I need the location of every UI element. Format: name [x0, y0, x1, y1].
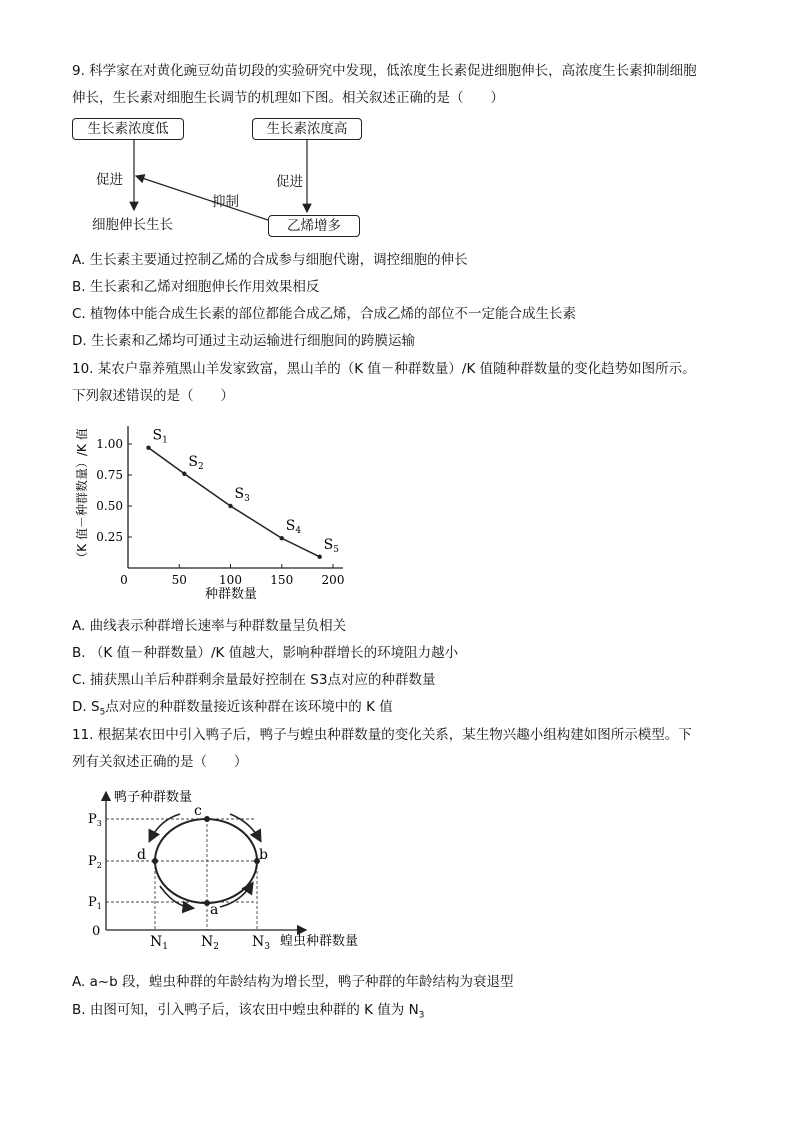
- q10-x-tick-label: 200: [321, 573, 345, 587]
- label-promote-left: 促进: [96, 172, 123, 188]
- box-auxin-low: 生长素浓度低: [72, 118, 184, 140]
- q11-origin: 0: [92, 924, 101, 939]
- q10-chart: [70, 418, 360, 610]
- q11-option-a: A. a~b 段，蝗虫种群的年龄结构为增长型，鸭子种群的年龄结构为衰退型: [72, 974, 514, 990]
- q9-option-c: C. 植物体中能合成生长素的部位都能合成乙烯，合成乙烯的部位不一定能合成生长素: [72, 306, 577, 322]
- q11-point-d: [152, 858, 158, 864]
- q11-label-b: b: [259, 847, 268, 863]
- q11-n3: $N_3$: [252, 934, 270, 952]
- q10-option-c: C. 捕获黑山羊后种群剩余量最好控制在 S3点对应的种群数量: [72, 672, 436, 688]
- q10-series-line: [149, 448, 320, 557]
- q9-option-a: A. 生长素主要通过控制乙烯的合成参与细胞代谢，调控细胞的伸长: [72, 252, 468, 268]
- q11-n1: $N_1$: [150, 934, 168, 952]
- q11-label-a: a: [210, 902, 219, 918]
- q11-y-axis-label: 鸭子种群数量: [114, 790, 193, 805]
- q11-label-c: c: [194, 803, 202, 819]
- q11-p1: $P_1$: [88, 895, 102, 911]
- q10-point-label-s4: $S_4$: [285, 518, 302, 537]
- box-auxin-high: 生长素浓度高: [252, 118, 362, 140]
- label-cell-growth: 细胞伸长生长: [92, 217, 173, 233]
- q9-option-d: D. 生长素和乙烯均可通过主动运输进行细胞间的跨膜运输: [72, 333, 415, 349]
- q11-label-d: d: [137, 847, 146, 863]
- label-inhibit: 抑制: [212, 194, 239, 210]
- q10-point-label-s5: $S_5$: [323, 536, 340, 555]
- q9-stem-line1: 9. 科学家在对黄化豌豆幼苗切段的实验研究中发现，低浓度生长素促进细胞伸长，高浓度生长素抑制细胞: [72, 63, 697, 79]
- q10-stem-line2: 下列叙述错误的是（ ）: [72, 388, 234, 404]
- q10-point-s5: [317, 555, 321, 559]
- q10-stem-line1: 10. 某农户靠养殖黑山羊发家致富，黑山羊的（K 值－种群数量）/K 值随种群数量的变化趋势如图所示。: [72, 361, 696, 377]
- q11-point-c: [204, 816, 210, 822]
- q10-y-tick-label: 0.25: [96, 530, 123, 544]
- q10-point-s1: [146, 446, 150, 450]
- q10-x-axis-label: 种群数量: [204, 587, 258, 602]
- q9-option-b: B. 生长素和乙烯对细胞伸长作用效果相反: [72, 279, 320, 295]
- q11-stem-line1: 11. 根据某农田中引入鸭子后，鸭子与蝗虫种群数量的变化关系，某生物兴趣小组构建如图所示模型。下: [72, 727, 692, 743]
- q10-point-label-s1: $S_1$: [152, 427, 168, 446]
- q10-x-tick-label: 150: [270, 573, 294, 587]
- q10-x-tick-label: 100: [219, 573, 242, 587]
- q11-diagram: [70, 782, 380, 954]
- box-ethylene: 乙烯增多: [268, 215, 360, 237]
- q10-point-s2: [182, 472, 186, 476]
- q10-y-axis-label: （K 值－种群数量）/K 值: [75, 428, 89, 564]
- q11-n2: $N_2$: [201, 934, 219, 952]
- q10-option-d: D. $S_5$点对应的种群数量接近该种群在该环境中的 K 值: [72, 699, 393, 718]
- q10-point-s4: [280, 536, 284, 540]
- q10-option-b: B. （K 值－种群数量）/K 值越大，影响种群增长的环境阻力越小: [72, 645, 459, 661]
- q11-arrow-bottom-left: [160, 886, 192, 908]
- q11-option-b: B. 由图可知，引入鸭子后，该农田中蝗虫种群的 K 值为 $N_3$: [72, 1002, 425, 1021]
- q11-stem-line2: 列有关叙述正确的是（ ）: [72, 754, 248, 770]
- label-promote-right: 促进: [276, 174, 303, 190]
- q10-y-tick-label: 0.75: [96, 468, 123, 482]
- q10-option-a: A. 曲线表示种群增长速率与种群数量呈负相关: [72, 618, 347, 634]
- q9-stem-line2: 伸长，生长素对细胞生长调节的机理如下图。相关叙述正确的是（ ）: [72, 90, 504, 106]
- q10-y-tick-label: 0.50: [96, 499, 123, 513]
- q11-guides: [106, 819, 257, 930]
- q10-point-label-s3: $S_3$: [234, 486, 250, 504]
- q11-p3: $P_3$: [88, 812, 102, 828]
- q10-y-tick-label: 1.00: [96, 437, 123, 451]
- q11-x-axis-label: 蝗虫种群数量: [280, 934, 359, 949]
- q10-point-s3: [228, 504, 232, 508]
- q11-p2: $P_2$: [88, 854, 102, 870]
- q10-x-tick-label: 0: [120, 573, 128, 587]
- q10-point-label-s2: $S_2$: [188, 453, 204, 472]
- q10-x-tick-label: 50: [171, 573, 187, 587]
